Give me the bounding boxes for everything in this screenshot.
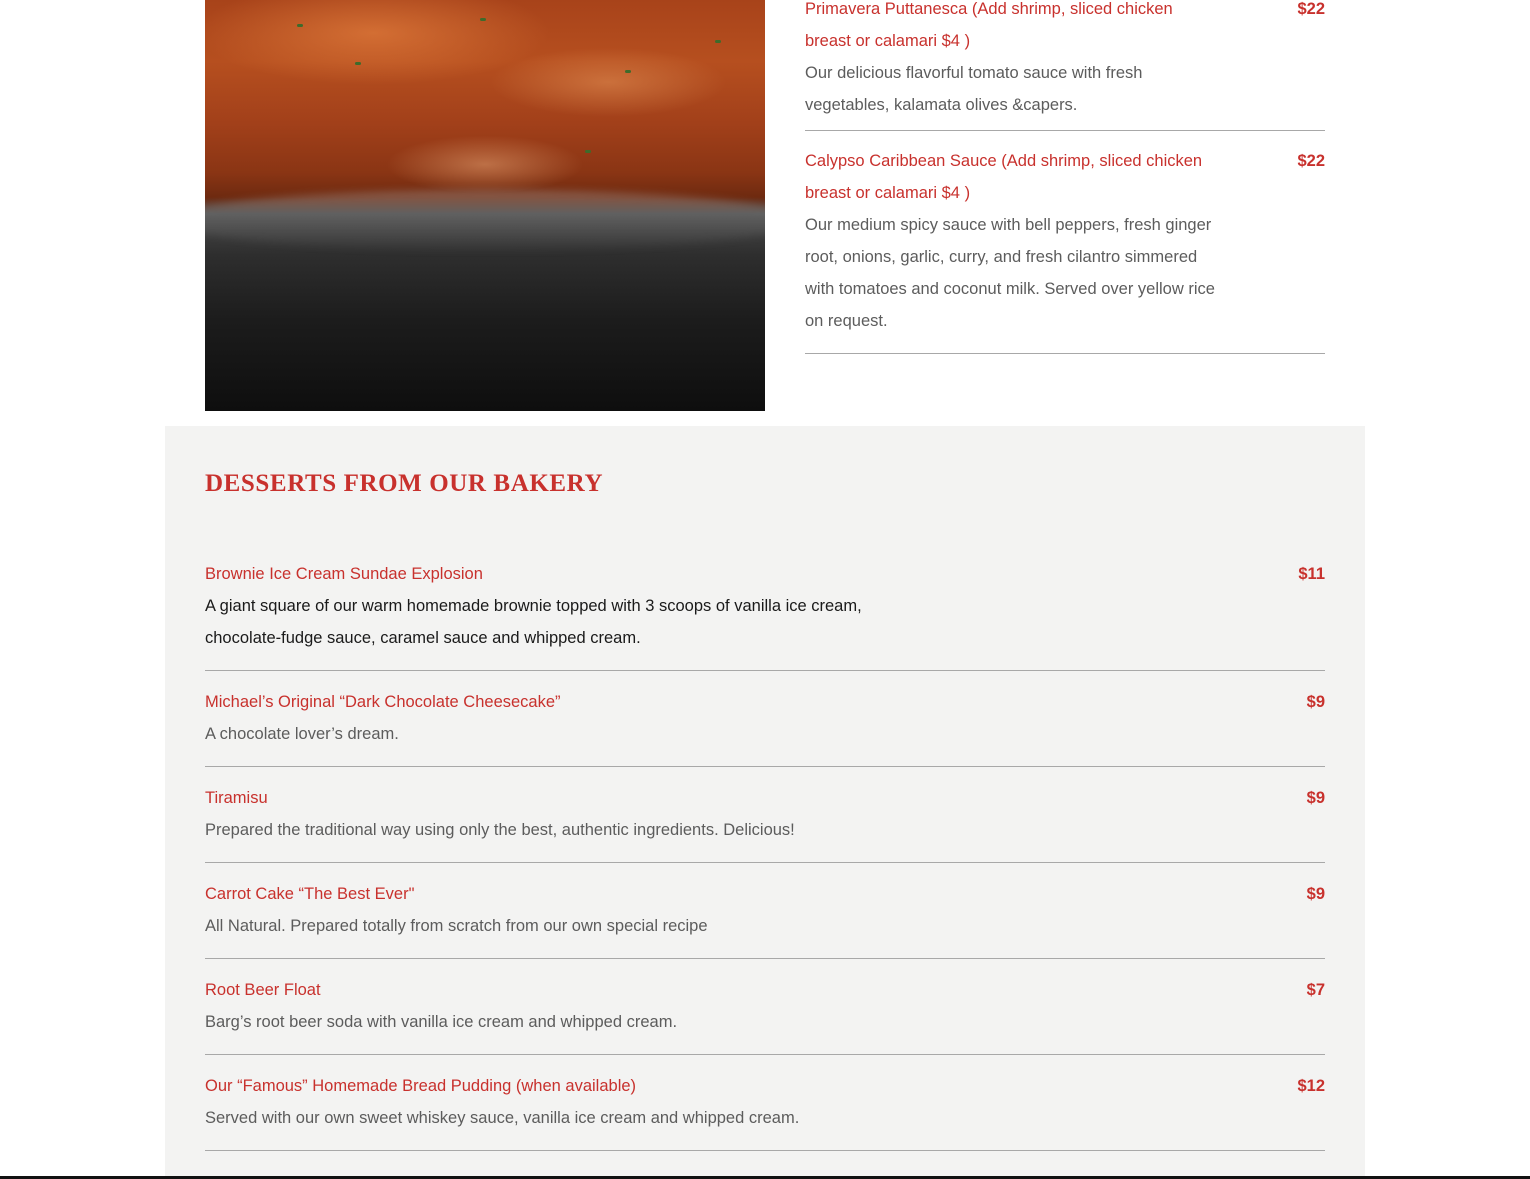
- item-price: $12: [1297, 1077, 1325, 1095]
- item-description: A chocolate lover’s dream.: [205, 725, 399, 743]
- menu-item: [205, 558, 1325, 671]
- item-price: $9: [1306, 885, 1325, 903]
- section-title: DESSERTS FROM OUR BAKERY: [205, 470, 604, 497]
- dessert-list: [205, 558, 1325, 1166]
- herb-garnish: [625, 70, 631, 73]
- menu-item: [205, 974, 1325, 1055]
- menu-item: [205, 782, 1325, 863]
- item-name: Michael’s Original “Dark Chocolate Cheesecake”: [205, 693, 561, 711]
- menu-item: [805, 0, 1325, 131]
- item-name: Root Beer Float: [205, 981, 321, 999]
- item-name: Calypso Caribbean Sauce (Add shrimp, sliced chicken breast or calamari $4 ): [805, 152, 1203, 202]
- item-name: Primavera Puttanesca (Add shrimp, sliced chicken breast or calamari $4 ): [805, 0, 1173, 50]
- item-description: All Natural. Prepared totally from scratch from our own special recipe: [205, 917, 708, 935]
- item-description: Prepared the traditional way using only the best, authentic ingredients. Delicious!: [205, 821, 795, 839]
- item-name: Tiramisu: [205, 789, 268, 807]
- herb-garnish: [297, 24, 303, 27]
- herb-garnish: [585, 150, 591, 153]
- item-price: $11: [1298, 565, 1325, 583]
- item-description: Barg’s root beer soda with vanilla ice cream and whipped cream.: [205, 1013, 678, 1031]
- item-description: Our delicious flavorful tomato sauce with fresh vegetables, kalamata olives &capers.: [805, 64, 1143, 114]
- item-price: $22: [1297, 0, 1325, 18]
- item-name: Carrot Cake “The Best Ever": [205, 885, 415, 903]
- item-price: $9: [1306, 789, 1325, 807]
- entree-list: [805, 0, 1325, 354]
- item-description: Our medium spicy sauce with bell peppers, fresh ginger root, onions, garlic, curry, and fresh cilantro simmered with tomatoes and coconut milk. Served over yellow rice on request.: [805, 216, 1215, 330]
- item-description: Served with our own sweet whiskey sauce, vanilla ice cream and whipped cream.: [205, 1109, 800, 1127]
- item-description: A giant square of our warm homemade brownie topped with 3 scoops of vanilla ice cream, chocolate-fudge sauce, caramel sauce and whipped cream.: [205, 597, 862, 647]
- plate-rim: [205, 190, 765, 250]
- item-name: Our “Famous” Homemade Bread Pudding (when available): [205, 1077, 637, 1095]
- desserts-section: [165, 426, 1365, 1179]
- menu-item: [205, 1070, 1325, 1151]
- item-price: $9: [1306, 693, 1325, 711]
- herb-garnish: [480, 18, 486, 21]
- pasta-dish-photo: [205, 0, 765, 411]
- item-price: $7: [1306, 981, 1325, 999]
- item-price: $22: [1297, 152, 1325, 170]
- menu-item: [805, 145, 1325, 354]
- menu-item: [205, 686, 1325, 767]
- herb-garnish: [715, 40, 721, 43]
- item-name: Brownie Ice Cream Sundae Explosion: [205, 565, 483, 583]
- menu-item: [205, 878, 1325, 959]
- herb-garnish: [355, 62, 361, 65]
